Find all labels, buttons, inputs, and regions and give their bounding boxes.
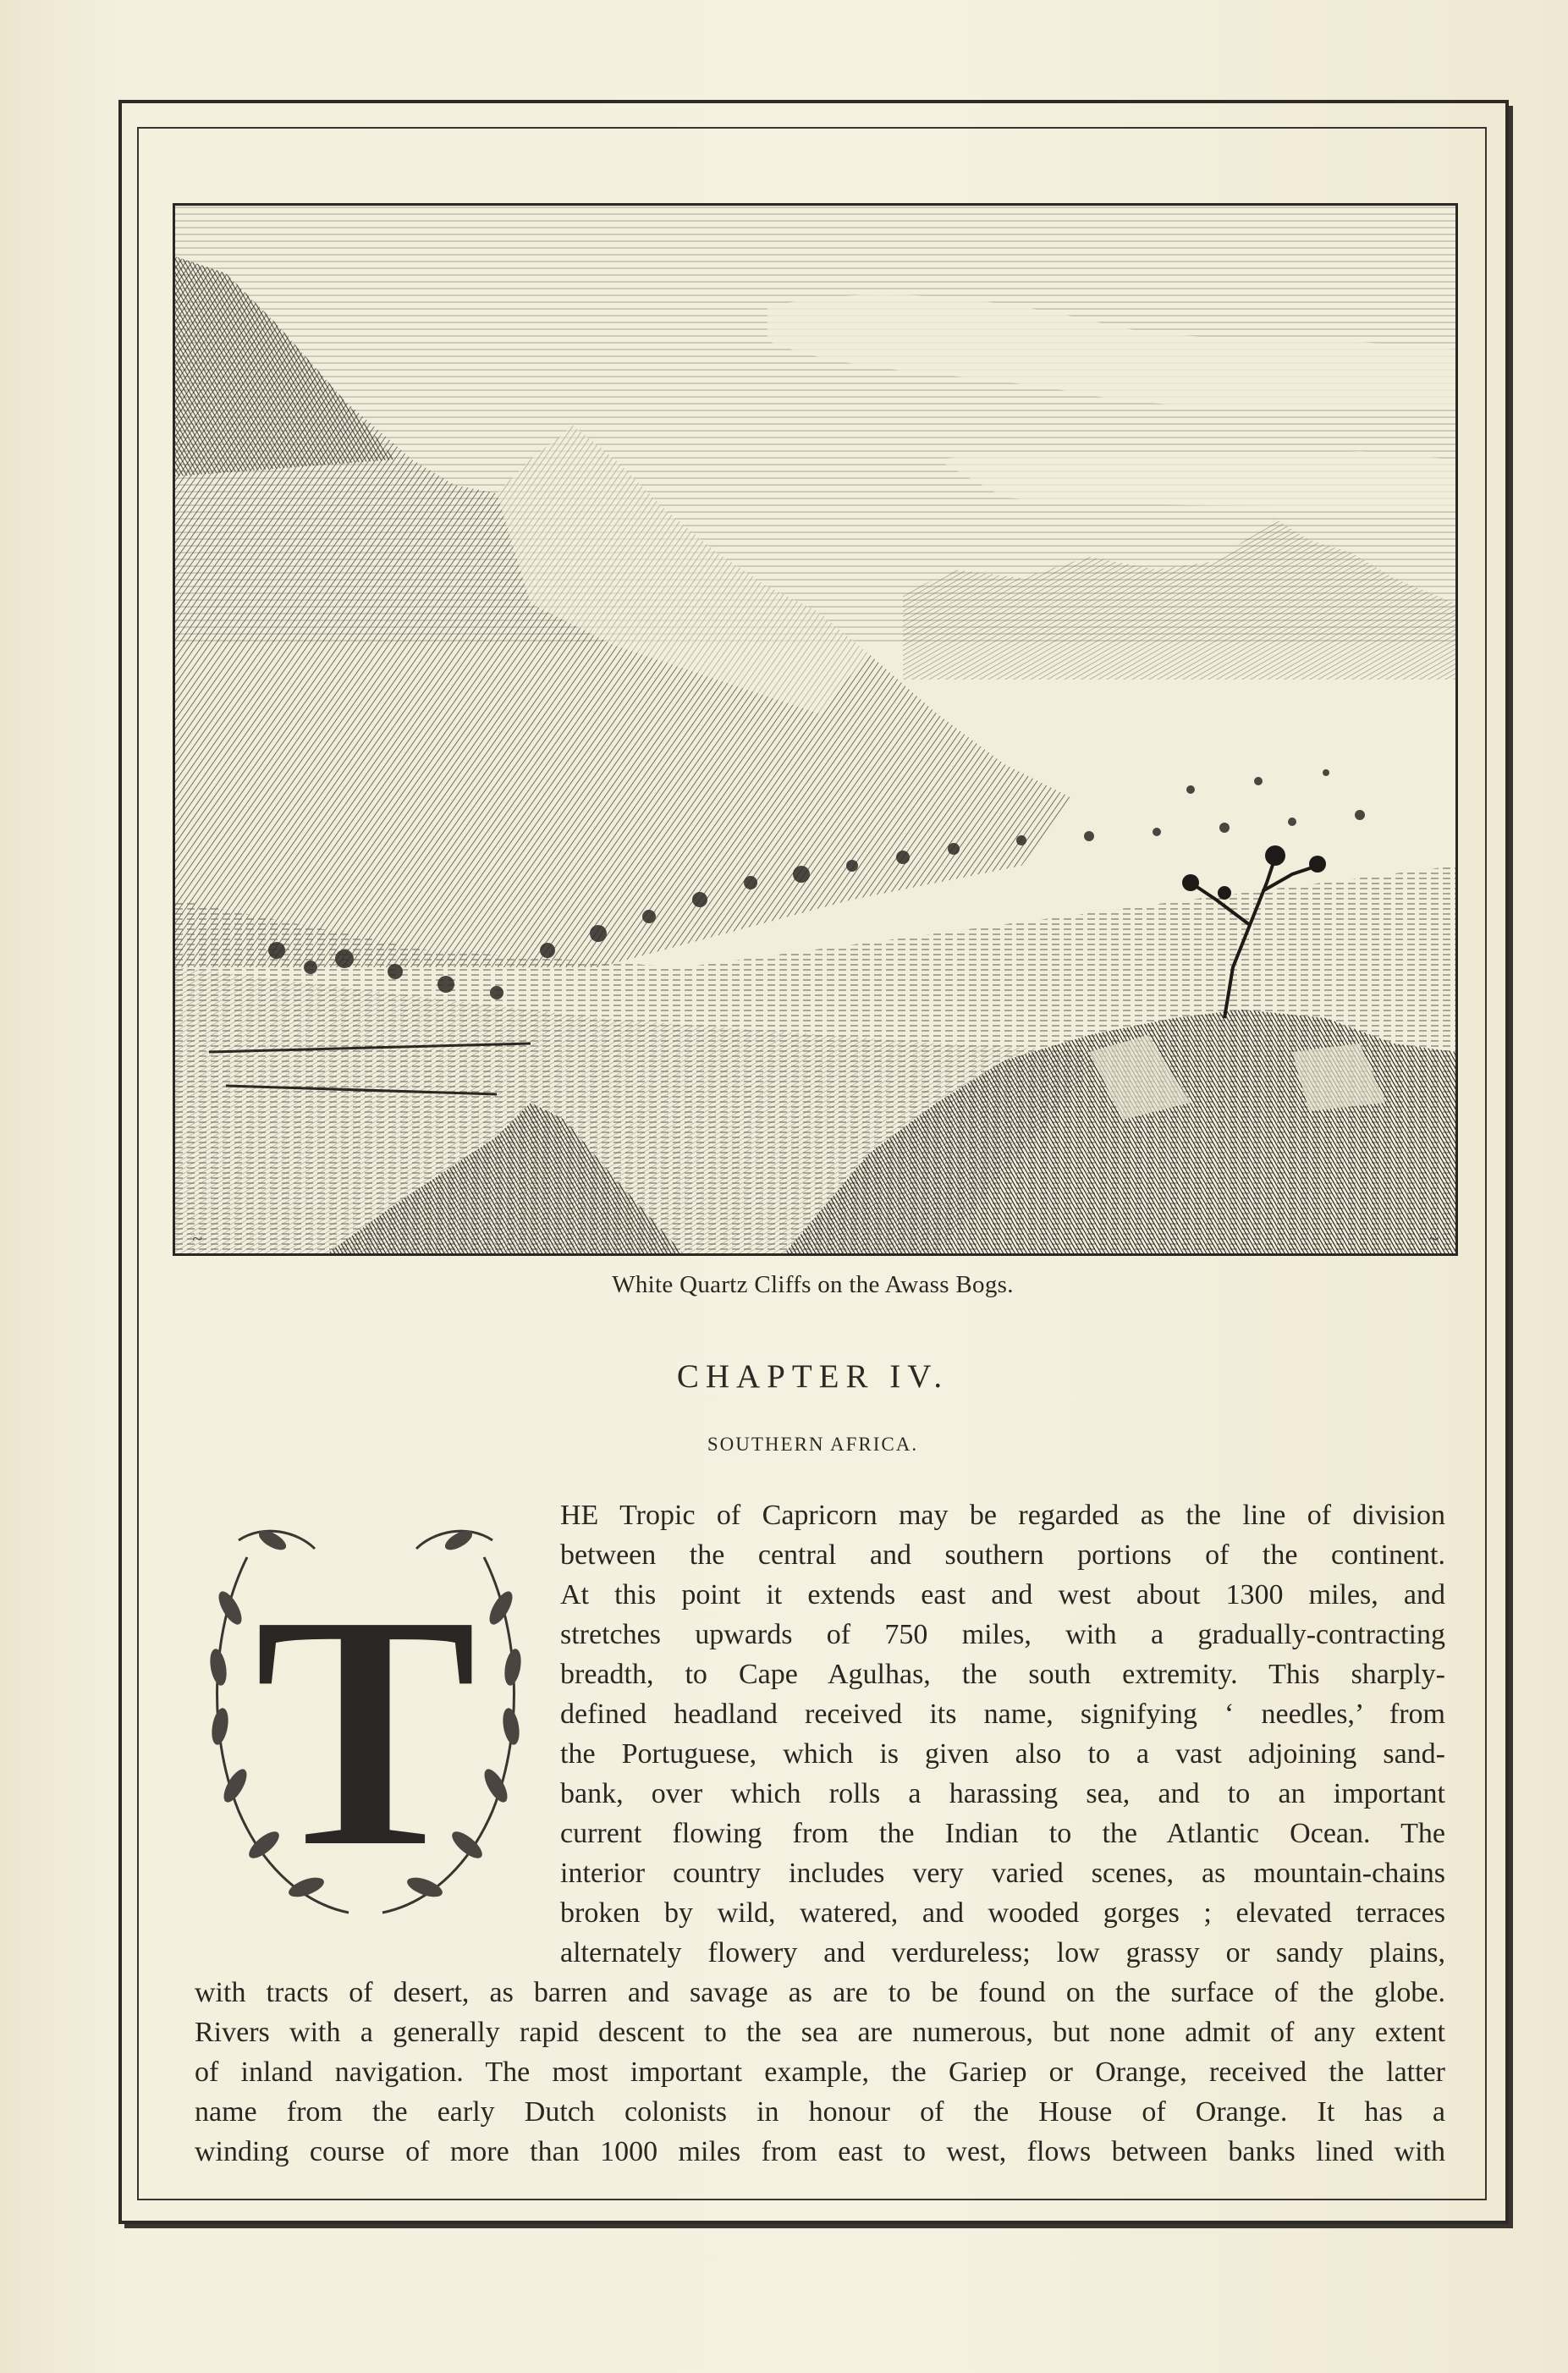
illustration-caption: White Quartz Cliffs on the Awass Bogs. [612, 1271, 1014, 1298]
body-line: interior country includes very varied scenes, as mountain-chains [560, 1858, 1445, 1889]
body-line: defined headland received its name, signifying ‘ needles,’ from [560, 1699, 1445, 1730]
body-line: with tracts of desert, as barren and savage as are to be found on the surface of the globe. [195, 1977, 1445, 2008]
body-line: stretches upwards of 750 miles, with a gradually-contracting [560, 1619, 1445, 1650]
body-line: current flowing from the Indian to the Atlantic Ocean. The [560, 1818, 1445, 1849]
body-line: Rivers with a generally rapid descent to the sea are numerous, but none admit of any extent [195, 2017, 1445, 2048]
body-line: HE Tropic of Capricorn may be regarded as the line of division [560, 1500, 1445, 1531]
landscape-engraving [173, 203, 1458, 1256]
body-line: between the central and southern portions of the continent. [560, 1539, 1445, 1571]
body-line: bank, over which rolls a harassing sea, and to an important [560, 1778, 1445, 1809]
body-line: winding course of more than 1000 miles from east to west, flows between banks lined with [195, 2136, 1445, 2167]
body-line: broken by wild, watered, and wooded gorges ; elevated terraces [560, 1897, 1445, 1929]
body-line: At this point it extends east and west about 1300 miles, and [560, 1579, 1445, 1610]
ornamental-drop-cap [188, 1506, 543, 1945]
body-line: alternately flowery and verdureless; low grassy or sandy plains, [560, 1937, 1445, 1968]
drop-cap-letter: T [252, 1544, 479, 1919]
body-line: name from the early Dutch colonists in honour of the House of Orange. It has a [195, 2096, 1445, 2128]
body-line: the Portuguese, which is given also to a vast adjoining sand- [560, 1738, 1445, 1770]
chapter-subheading: SOUTHERN AFRICA. [707, 1434, 919, 1455]
artist-signature: ~ [1428, 1228, 1439, 1249]
engraver-signature: ~ [192, 1228, 202, 1249]
body-line: of inland navigation. The most important example, the Gariep or Orange, received the latter [195, 2056, 1445, 2088]
body-line: breadth, to Cape Agulhas, the south extremity. This sharply- [560, 1659, 1445, 1690]
chapter-heading: CHAPTER IV. [676, 1358, 949, 1395]
